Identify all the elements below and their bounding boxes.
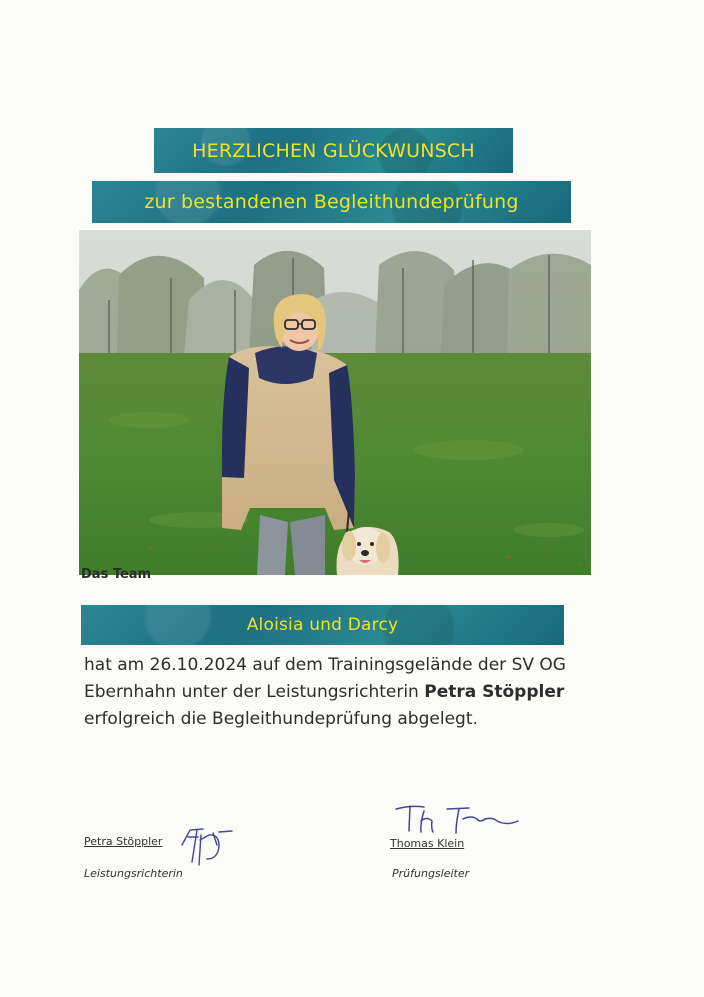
body-line-2: [84, 679, 644, 706]
title-banner: [154, 128, 513, 173]
dog-figure: [337, 527, 399, 575]
judge-name: Petra Stöppler: [424, 682, 565, 702]
certificate-body: [84, 652, 644, 733]
team-name-banner: [81, 605, 564, 645]
team-photo-image: [79, 230, 591, 575]
left-signer-name: Petra Stöppler: [84, 835, 163, 848]
right-signature: [393, 801, 523, 839]
body-line-1: hat am 26.10.2024 auf dem Trainingsgelände der SV OG: [84, 655, 566, 675]
body-line-2-prefix: Ebernhahn unter der Leistungsrichterin: [84, 682, 425, 702]
right-signer-role: Prüfungsleiter: [392, 867, 470, 880]
team-names: Aloisia und Darcy: [246, 615, 399, 635]
team-photo: [79, 230, 591, 575]
team-label: Das Team: [81, 567, 152, 582]
body-line-3: erfolgreich die Begleithundeprüfung abgelegt.: [84, 709, 478, 729]
left-signer-role: Leistungsrichterin: [84, 867, 183, 880]
certificate-subtitle: zur bestandenen Begleithundeprüfung: [144, 191, 519, 213]
subtitle-banner: [92, 181, 571, 223]
right-signer-name: Thomas Klein: [390, 837, 465, 850]
left-signature: [176, 822, 242, 868]
certificate-title: HERZLICHEN GLÜCKWUNSCH: [192, 139, 475, 162]
